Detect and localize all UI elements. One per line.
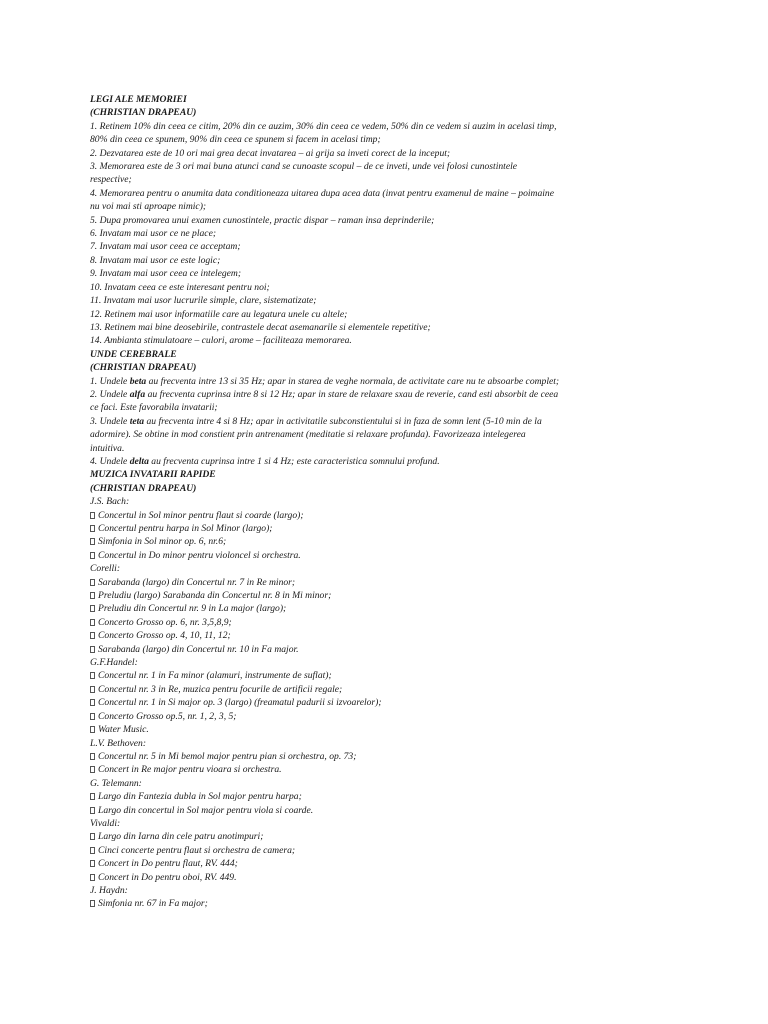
- wave-description: au frecventa intre 13 si 35 Hz; apar in starea de veghe normala, de activitate care nu te absoarbe complet;: [146, 375, 560, 387]
- wave-name: teta: [129, 415, 145, 427]
- section-subtitle: (CHRISTIAN DRAPEAU): [90, 107, 197, 119]
- work-title: Concertul in Sol minor pentru flaut si coarde (largo);: [98, 509, 304, 521]
- composer-name: L.V. Bethoven:: [90, 737, 147, 749]
- list-item: 9. Invatam mai usor ceea ce intelegem;: [90, 268, 242, 280]
- wave-prefix: 4. Undele: [90, 455, 130, 467]
- wave-item: [90, 415, 560, 455]
- work-title: Preludiu din Concertul nr. 9 in La major (largo);: [98, 603, 287, 615]
- bullet-box-icon: [90, 753, 95, 760]
- work-title: Concerto Grosso op. 4, 10, 11, 12;: [98, 630, 231, 642]
- list-item: 5. Dupa promovarea unui examen cunostintele, practic dispar – raman insa deprinderile;: [90, 214, 435, 226]
- section-title-muzica-invatarii-rapide: MUZICA INVATARII RAPIDE: [90, 469, 216, 481]
- bullet-box-icon: [90, 807, 95, 814]
- composer-name: Corelli:: [90, 563, 121, 575]
- bullet-box-icon: [90, 874, 95, 881]
- section-title-unde-cerebrale: UNDE CEREBRALE: [90, 348, 177, 360]
- work-item: [90, 602, 560, 615]
- wave-item: [90, 455, 560, 468]
- bullet-box-icon: [90, 699, 95, 706]
- work-title: Concert in Do pentru flaut, RV. 444;: [98, 858, 238, 870]
- bullet-box-icon: [90, 726, 95, 733]
- work-item: [90, 643, 560, 656]
- list-item: 14. Ambianta stimulatoare – culori, arome – faciliteaza memorarea.: [90, 335, 352, 347]
- wave-description: au frecventa cuprinsa intre 8 si 12 Hz; apar in stare de relaxare sxau de reverie, cand esti absorbit de ceea ce faci. Este favorabila invatarii;: [90, 388, 559, 414]
- section-subtitle: (CHRISTIAN DRAPEAU): [90, 362, 197, 374]
- work-item: [90, 616, 560, 629]
- wave-prefix: 1. Undele: [90, 375, 130, 387]
- composer-name: Vivaldi:: [90, 817, 121, 829]
- list-item: 4. Memorarea pentru o anumita data conditioneaza uitarea dupa acea data (invat pentru examenul de maine – poimaine nu voi mai sti aproape nimic);: [90, 187, 554, 213]
- work-title: Largo din Fantezia dubla in Sol major pentru harpa;: [98, 791, 302, 803]
- section-subtitle: (CHRISTIAN DRAPEAU): [90, 482, 197, 494]
- bullet-box-icon: [90, 538, 95, 545]
- list-item: 7. Invatam mai usor ceea ce acceptam;: [90, 241, 241, 253]
- bullet-box-icon: [90, 847, 95, 854]
- wave-prefix: 3. Undele: [90, 415, 130, 427]
- work-item: [90, 857, 560, 870]
- bullet-box-icon: [90, 766, 95, 773]
- work-item: [90, 669, 560, 682]
- list-item: 8. Invatam mai usor ce este logic;: [90, 254, 221, 266]
- work-title: Simfonia nr. 67 in Fa major;: [98, 898, 208, 910]
- work-title: Preludiu (largo) Sarabanda din Concertul nr. 8 in Mi minor;: [98, 590, 332, 602]
- work-title: Concert in Do pentru oboi, RV. 449.: [98, 871, 237, 883]
- wave-item: [90, 375, 560, 388]
- list-item: 2. Dezvatarea este de 10 ori mai grea decat invatarea – ai grija sa inveti corect de la inceput;: [90, 147, 451, 159]
- work-item: [90, 750, 560, 763]
- bullet-box-icon: [90, 632, 95, 639]
- list-item: 12. Retinem mai usor informatiile care au legatura unele cu altele;: [90, 308, 348, 320]
- list-item: 10. Invatam ceea ce este interesant pentru noi;: [90, 281, 270, 293]
- composers-list: [90, 495, 560, 911]
- work-title: Sarabanda (largo) din Concertul nr. 7 in Re minor;: [98, 576, 296, 588]
- work-title: Concertul pentru harpa in Sol Minor (largo);: [98, 523, 273, 534]
- list-item: 1. Retinem 10% din ceea ce citim, 20% din ce auzim, 30% din ceea ce vedem, 50% din ce vedem si auzim in acelasi timp, 80% din ceea ce spunem, 90% din ceea ce spunem si facem in acelasi timp;: [90, 120, 557, 146]
- work-item: [90, 723, 560, 736]
- bullet-box-icon: [90, 512, 95, 519]
- bullet-box-icon: [90, 619, 95, 626]
- bullet-box-icon: [90, 525, 95, 532]
- list-item: 3. Memorarea este de 3 ori mai buna atunci cand se cunoaste scopul – de ce inveti, unde vei folosi cunostintele respective;: [90, 161, 518, 186]
- work-item: [90, 629, 560, 642]
- wave-description: au frecventa cuprinsa intre 1 si 4 Hz; este caracteristica somnului profund.: [148, 455, 440, 467]
- work-title: Simfonia in Sol minor op. 6, nr.6;: [98, 536, 227, 548]
- work-item: [90, 683, 560, 696]
- bullet-box-icon: [90, 900, 95, 907]
- memory-laws-list: [90, 120, 560, 348]
- bullet-box-icon: [90, 605, 95, 612]
- work-item: [90, 830, 560, 843]
- wave-name: beta: [129, 375, 147, 387]
- list-item: 6. Invatam mai usor ce ne place;: [90, 228, 217, 240]
- work-title: Largo din concertul in Sol major pentru viola si coarde.: [98, 804, 314, 816]
- work-title: Concertul nr. 5 in Mi bemol major pentru pian si orchestra, op. 73;: [98, 750, 357, 762]
- bullet-box-icon: [90, 686, 95, 693]
- bullet-box-icon: [90, 713, 95, 720]
- wave-prefix: 2. Undele: [90, 388, 130, 400]
- wave-name: delta: [129, 455, 149, 467]
- bullet-box-icon: [90, 833, 95, 840]
- document-body: [90, 93, 560, 911]
- composer-name: J. Haydn:: [90, 884, 128, 896]
- bullet-box-icon: [90, 592, 95, 599]
- work-title: Concertul nr. 3 in Re, muzica pentru focurile de artificii regale;: [98, 683, 343, 695]
- work-item: [90, 871, 560, 884]
- work-item: [90, 549, 560, 562]
- bullet-box-icon: [90, 672, 95, 679]
- wave-item: [90, 388, 560, 415]
- composer-name: G.F.Handel:: [90, 657, 138, 669]
- list-item: 13. Retinem mai bine deosebirile, contrastele decat asemanarile si elementele repetitive;: [90, 321, 431, 333]
- work-item: [90, 576, 560, 589]
- work-title: Concerto Grosso op.5, nr. 1, 2, 3, 5;: [98, 710, 237, 722]
- bullet-box-icon: [90, 552, 95, 559]
- work-item: [90, 710, 560, 723]
- work-item: [90, 804, 560, 817]
- work-item: [90, 790, 560, 803]
- work-title: Sarabanda (largo) din Concertul nr. 10 in Fa major.: [98, 643, 299, 655]
- work-title: Water Music.: [98, 724, 149, 736]
- work-item: [90, 522, 560, 535]
- bullet-box-icon: [90, 646, 95, 653]
- list-item: 11. Invatam mai usor lucrurile simple, clare, sistematizate;: [90, 295, 317, 307]
- work-title: Concertul nr. 1 in Fa minor (alamuri, instrumente de suflat);: [98, 670, 332, 682]
- work-item: [90, 844, 560, 857]
- work-item: [90, 589, 560, 602]
- work-item: [90, 535, 560, 548]
- wave-name: alfa: [129, 388, 146, 400]
- brain-waves-list: [90, 375, 560, 469]
- work-title: Concerto Grosso op. 6, nr. 3,5,8,9;: [98, 616, 232, 628]
- bullet-box-icon: [90, 579, 95, 586]
- work-title: Cinci concerte pentru flaut si orchestra de camera;: [98, 844, 296, 856]
- work-title: Concert in Re major pentru vioara si orchestra.: [98, 764, 282, 776]
- bullet-box-icon: [90, 860, 95, 867]
- work-item: [90, 509, 560, 522]
- work-title: Concertul nr. 1 in Si major op. 3 (largo) (freamatul padurii si izvoarelor);: [98, 697, 382, 709]
- section-title-legi-ale-memoriei: LEGI ALE MEMORIEI: [90, 94, 187, 105]
- work-item: [90, 897, 560, 910]
- work-title: Concertul in Do minor pentru violoncel si orchestra.: [98, 549, 301, 561]
- work-item: [90, 696, 560, 709]
- bullet-box-icon: [90, 793, 95, 800]
- work-item: [90, 763, 560, 776]
- composer-name: G. Telemann:: [90, 777, 142, 789]
- composer-name: J.S. Bach:: [90, 496, 130, 508]
- wave-description: au frecventa intre 4 si 8 Hz; apar in activitatile subconstientului si in faza de somn lent (5-10 min de la adormire). Se obtine in mod constient prin antrenament (meditatie si relaxare profunda). Favorizeaza intelegerea intuitiva.: [90, 415, 542, 454]
- work-title: Largo din Iarna din cele patru anotimpuri;: [98, 831, 264, 843]
